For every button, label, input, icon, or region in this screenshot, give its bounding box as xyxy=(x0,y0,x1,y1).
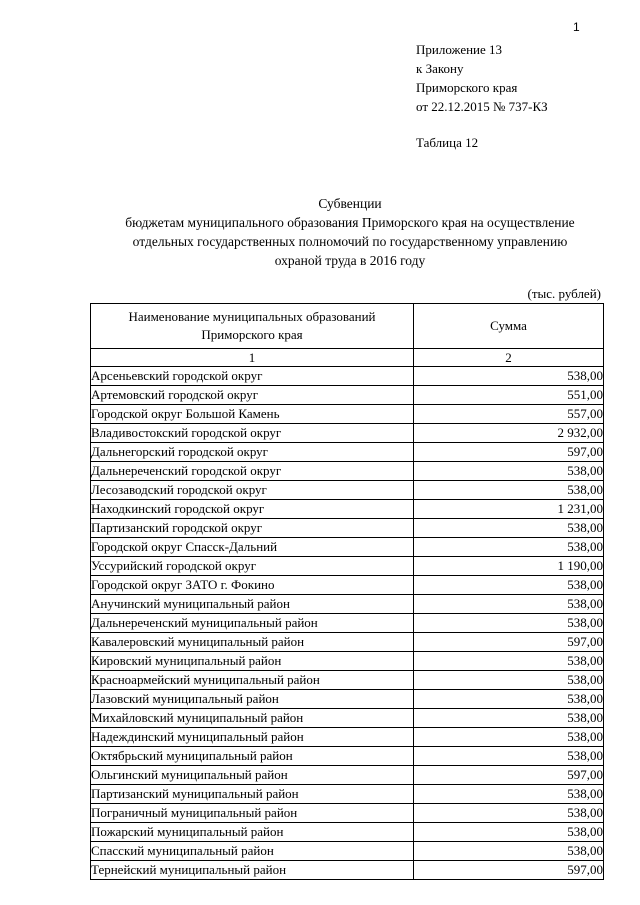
municipality-name: Пограничный муниципальный район xyxy=(91,804,414,823)
subvention-amount: 538,00 xyxy=(414,519,604,538)
subvention-amount: 538,00 xyxy=(414,804,604,823)
subvention-amount: 538,00 xyxy=(414,709,604,728)
municipality-name: Городской округ ЗАТО г. Фокино xyxy=(91,576,414,595)
municipality-name: Дальнереченский городской округ xyxy=(91,462,414,481)
appendix-line: Приложение 13 xyxy=(416,42,503,57)
subvention-amount: 538,00 xyxy=(414,614,604,633)
table-row xyxy=(91,690,604,709)
subvention-amount: 538,00 xyxy=(414,747,604,766)
subvention-amount: 1 190,00 xyxy=(414,557,604,576)
table-row xyxy=(91,557,604,576)
municipality-name: Городской округ Большой Камень xyxy=(91,405,414,424)
subvention-amount: 557,00 xyxy=(414,405,604,424)
table-number: Таблица 12 xyxy=(416,135,479,150)
column-number-row xyxy=(91,349,604,367)
subvention-amount: 538,00 xyxy=(414,728,604,747)
table-row xyxy=(91,595,604,614)
table-row xyxy=(91,671,604,690)
table-row xyxy=(91,652,604,671)
table-header-row xyxy=(91,304,604,349)
title-line: бюджетам муниципального образования Приморского края на осуществление xyxy=(125,215,575,230)
municipality-name: Партизанский городской округ xyxy=(91,519,414,538)
column-number: 1 xyxy=(91,349,414,367)
table-row xyxy=(91,424,604,443)
municipality-name: Городской округ Спасск-Дальний xyxy=(91,538,414,557)
municipality-name: Лазовский муниципальный район xyxy=(91,690,414,709)
subvention-amount: 538,00 xyxy=(414,576,604,595)
municipality-name: Надеждинский муниципальный район xyxy=(91,728,414,747)
title-line: отдельных государственных полномочий по государственному управлению xyxy=(132,234,568,249)
units-label: (тыс. рублей) xyxy=(527,286,601,301)
table-row xyxy=(91,405,604,424)
subvention-amount: 538,00 xyxy=(414,481,604,500)
table-row xyxy=(91,443,604,462)
subventions-table xyxy=(90,303,604,880)
subvention-amount: 538,00 xyxy=(414,671,604,690)
table-row xyxy=(91,500,604,519)
municipality-name: Кировский муниципальный район xyxy=(91,652,414,671)
subvention-amount: 597,00 xyxy=(414,766,604,785)
table-row xyxy=(91,709,604,728)
subvention-amount: 538,00 xyxy=(414,462,604,481)
subvention-amount: 597,00 xyxy=(414,443,604,462)
municipality-name: Владивостокский городской округ xyxy=(91,424,414,443)
municipality-name: Анучинский муниципальный район xyxy=(91,595,414,614)
municipality-name: Лесозаводский городской округ xyxy=(91,481,414,500)
appendix-line: Приморского края xyxy=(416,80,518,95)
appendix-note xyxy=(416,40,548,116)
table-row xyxy=(91,823,604,842)
table-row xyxy=(91,519,604,538)
title-line: охраной труда в 2016 году xyxy=(274,253,426,268)
municipality-name: Арсеньевский городской округ xyxy=(91,367,414,386)
header-name: Наименование муниципальных образований Приморского края xyxy=(91,304,414,349)
header-amount: Сумма xyxy=(414,304,604,349)
table-row xyxy=(91,633,604,652)
appendix-line: к Закону xyxy=(416,61,464,76)
municipality-name: Пожарский муниципальный район xyxy=(91,823,414,842)
table-row xyxy=(91,842,604,861)
subvention-amount: 597,00 xyxy=(414,861,604,880)
table-row xyxy=(91,785,604,804)
municipality-name: Михайловский муниципальный район xyxy=(91,709,414,728)
document-title xyxy=(80,194,620,270)
municipality-name: Красноармейский муниципальный район xyxy=(91,671,414,690)
subvention-amount: 538,00 xyxy=(414,652,604,671)
table-row xyxy=(91,804,604,823)
page-number: 1 xyxy=(573,20,580,34)
municipality-name: Ольгинский муниципальный район xyxy=(91,766,414,785)
municipality-name: Дальнереченский муниципальный район xyxy=(91,614,414,633)
subvention-amount: 538,00 xyxy=(414,595,604,614)
subvention-amount: 538,00 xyxy=(414,842,604,861)
appendix-line: от 22.12.2015 № 737-КЗ xyxy=(416,99,548,114)
subvention-amount: 538,00 xyxy=(414,823,604,842)
municipality-name: Кавалеровский муниципальный район xyxy=(91,633,414,652)
table-row xyxy=(91,538,604,557)
table-row xyxy=(91,462,604,481)
subvention-amount: 551,00 xyxy=(414,386,604,405)
table-body xyxy=(91,367,604,880)
municipality-name: Находкинский городской округ xyxy=(91,500,414,519)
subvention-amount: 597,00 xyxy=(414,633,604,652)
table-row xyxy=(91,386,604,405)
table-row xyxy=(91,576,604,595)
municipality-name: Тернейский муниципальный район xyxy=(91,861,414,880)
municipality-name: Партизанский муниципальный район xyxy=(91,785,414,804)
table-row xyxy=(91,728,604,747)
table-row xyxy=(91,367,604,386)
municipality-name: Уссурийский городской округ xyxy=(91,557,414,576)
subvention-amount: 1 231,00 xyxy=(414,500,604,519)
column-number: 2 xyxy=(414,349,604,367)
municipality-name: Артемовский городской округ xyxy=(91,386,414,405)
table-row xyxy=(91,481,604,500)
municipality-name: Дальнегорский городской округ xyxy=(91,443,414,462)
municipality-name: Спасский муниципальный район xyxy=(91,842,414,861)
title-line: Субвенции xyxy=(318,196,382,211)
table-row xyxy=(91,861,604,880)
table-row xyxy=(91,766,604,785)
municipality-name: Октябрьский муниципальный район xyxy=(91,747,414,766)
table-row xyxy=(91,747,604,766)
subvention-amount: 538,00 xyxy=(414,538,604,557)
table-row xyxy=(91,614,604,633)
subvention-amount: 538,00 xyxy=(414,690,604,709)
subvention-amount: 2 932,00 xyxy=(414,424,604,443)
subvention-amount: 538,00 xyxy=(414,785,604,804)
subvention-amount: 538,00 xyxy=(414,367,604,386)
